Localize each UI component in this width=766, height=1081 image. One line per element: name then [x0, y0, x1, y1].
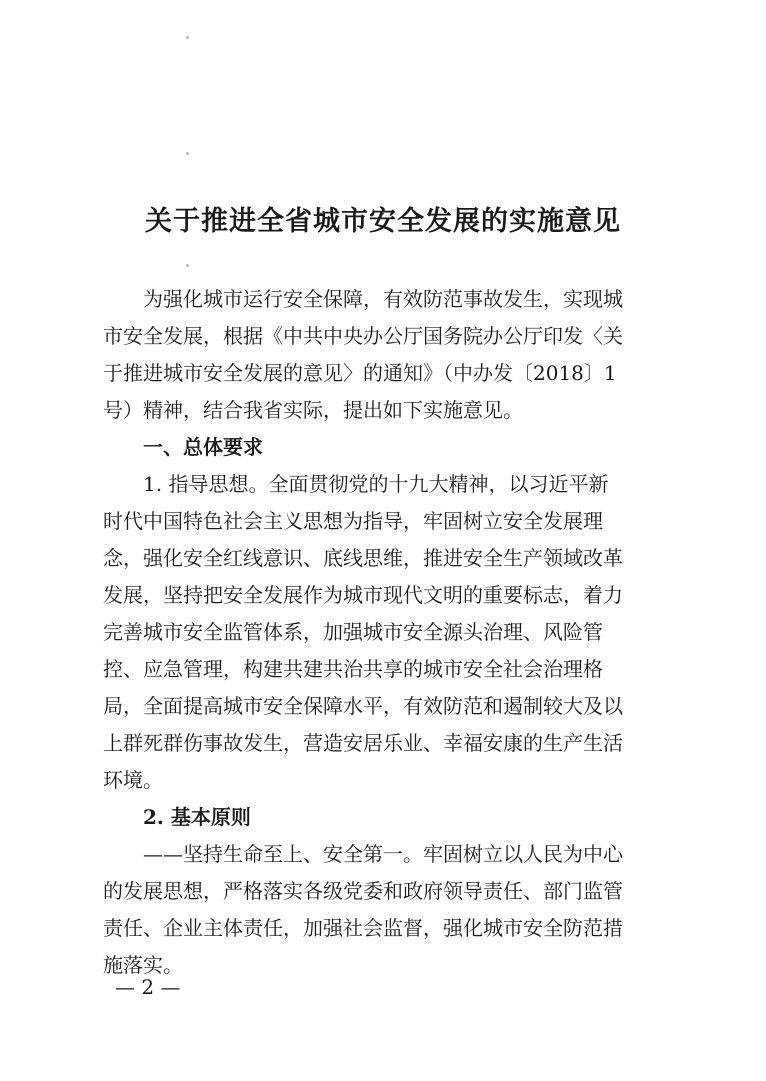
paragraph-3-line: 施落实。 — [103, 953, 183, 977]
paragraph-2-line: 完善城市安全监管体系，加强城市安全源头治理、风险管 — [103, 620, 603, 644]
scan-speck — [186, 152, 189, 155]
paragraph-3-line: ——坚持生命至上、安全第一。牢固树立以人民为中心 — [143, 842, 623, 866]
document-title: 关于推进全省城市安全发展的实施意见 — [145, 206, 621, 237]
paragraph-2-line: 时代中国特色社会主义思想为指导，牢固树立安全发展理 — [103, 509, 603, 533]
page-number: — 2 — — [115, 975, 181, 999]
section-heading: 一、总体要求 — [143, 435, 263, 459]
paragraph-2-line: 上群死群伤事故发生，营造安居乐业、幸福安康的生产生活 — [103, 731, 623, 755]
scan-speck — [186, 264, 189, 267]
paragraph-2-line: 局，全面提高城市安全保障水平，有效防范和遏制较大及以 — [103, 694, 623, 718]
paragraph-2-line: 环境。 — [103, 768, 163, 792]
paragraph-1-line: 于推进城市安全发展的意见〉的通知》（中办发〔2018〕1 — [103, 361, 617, 385]
paragraph-3-line: 责任、企业主体责任，加强社会监督，强化城市安全防范措 — [103, 916, 623, 940]
paragraph-1-line: 号）精神，结合我省实际，提出如下实施意见。 — [103, 398, 523, 422]
paragraph-1-line: 市安全发展，根据《中共中央办公厅国务院办公厅印发〈关 — [103, 324, 623, 348]
paragraph-1-line: 为强化城市运行安全保障，有效防范事故发生，实现城 — [143, 287, 623, 311]
scan-speck — [186, 36, 189, 39]
paragraph-2-line: 发展，坚持把安全发展作为城市现代文明的重要标志，着力 — [103, 583, 623, 607]
paragraph-2-line: 控、应急管理，构建共建共治共享的城市安全社会治理格 — [103, 657, 603, 681]
paragraph-3-line: 的发展思想，严格落实各级党委和政府领导责任、部门监管 — [103, 879, 623, 903]
paragraph-2-line: 念，强化安全红线意识、底线思维，推进安全生产领域改革 — [103, 546, 623, 570]
paragraph-2-line: 1. 指导思想。全面贯彻党的十九大精神，以习近平新 — [143, 472, 609, 496]
subsection-heading: 2. 基本原则 — [143, 805, 251, 829]
